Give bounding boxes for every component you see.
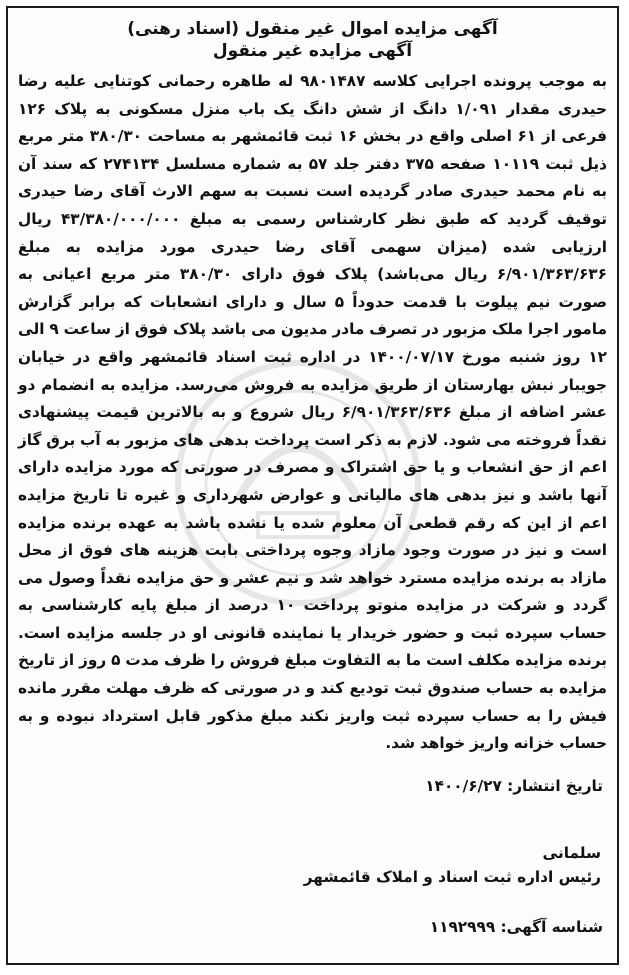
- notice-title: آگهی مزایده اموال غیر منقول (اسناد رهنی): [127, 19, 498, 39]
- publish-date: تاریخ انتشار: ۱۴۰۰/۶/۲۷: [425, 777, 603, 796]
- notice-body: به موجب پرونده اجرایی کلاسه ۹۸۰۱۴۸۷ له طاهره رحمانی کوتنایی علیه رضا حیدری مقدار ۱/۰۹۱ دانگ از شش دانگ یک باب منزل مسکونی به پلاک ۱۲۶ فرعی از ۶۱ اصلی واقع در بخش ۱۶ ثبت قائمشهر به مساحت ۳۸۰/۳۰ متر مربع ذیل ثبت ۱۰۱۱۹ صفحه ۳۷۵ دفتر جلد ۵۷ به شماره مسلسل ۲۷۴۱۳۴ که سند آن به نام محمد حیدری صادر گردیده است نسبت به سهم الارث آقای رضا حیدری توقیف گردید که طبق نظر کارشناس رسمی به مبلغ ۴۳/۳۸۰/۰۰۰/۰۰۰ ریال ارزیابی شده (میزان سهمی آقای رضا حیدری مورد مزایده به مبلغ ۶/۹۰۱/۳۶۳/۶۳۶ ریال می‌باشد) پلاک فوق دارای ۳۸۰/۳۰ متر مربع اعیانی به صورت نیم پیلوت با قدمت حدوداً ۵ سال و دارای انشعابات که برابر گزارش مامور اجرا ملک مزبور در تصرف مادر مدیون می باشد پلاک فوق از ساعت ۹ الی ۱۲ روز شنبه مورخ ۱۴۰۰/۰۷/۱۷ در اداره ثبت اسناد قائمشهر واقع در خیابان جویبار نبش بهارستان از طریق مزایده به فروش می‌رسد. مزایده به انضمام دو عشر اضافه از مبلغ ۶/۹۰۱/۳۶۳/۶۳۶ ریال شروع و به بالاترین قیمت پیشنهادی نقداً فروخته می شود. لازم به ذکر است پرداخت بدهی های مزبور به آب برق گاز اعم از حق انشعاب و یا حق اشتراک و مصرف در صورتی که مورد مزایده دارای آنها باشد و نیز بدهی های مالیاتی و عوارض شهرداری و غیره تا تاریخ مزایده اعم از این که رقم قطعی آن معلوم شده یا نشده باشد به عهده برنده مزایده است و نیز در صورت وجود مازاد وجوه پرداختی بابت هزینه های فوق از محل مازاد به برنده مزایده مسترد خواهد شد و نیم عشر و حق مزایده نقداً وصول می گردد و شرکت در مزایده منوتو پرداخت ۱۰ درصد از مبلغ پایه کارشناسی به حساب سپرده ثبت و حضور خریدار یا نماینده قانونی او در جلسه مزایده است. برنده مزایده مکلف است ما به التفاوت مبلغ فروش را ظرف مدت ۵ روز از تاریخ مزایده به حساب صندوق ثبت تودیع کند و در صورتی که ظرف مهلت مقرر مانده فیش را به حساب سپرده ثبت واریز نکند مبلغ مذکور قابل استرداد نبوده و به حساب خزانه واریز خواهد شد.: [18, 72, 608, 753]
- ad-identifier: شناسه آگهی: ۱۱۹۲۹۹۹: [429, 918, 603, 937]
- signatory-title: رئیس اداره ثبت اسناد و املاک قائمشهر: [303, 868, 601, 887]
- signatory-name: سلمانی: [542, 844, 601, 863]
- notice-subtitle: آگهی مزایده غیر منقول: [212, 41, 413, 61]
- notice-frame: [6, 6, 619, 965]
- notice-content: [18, 18, 607, 955]
